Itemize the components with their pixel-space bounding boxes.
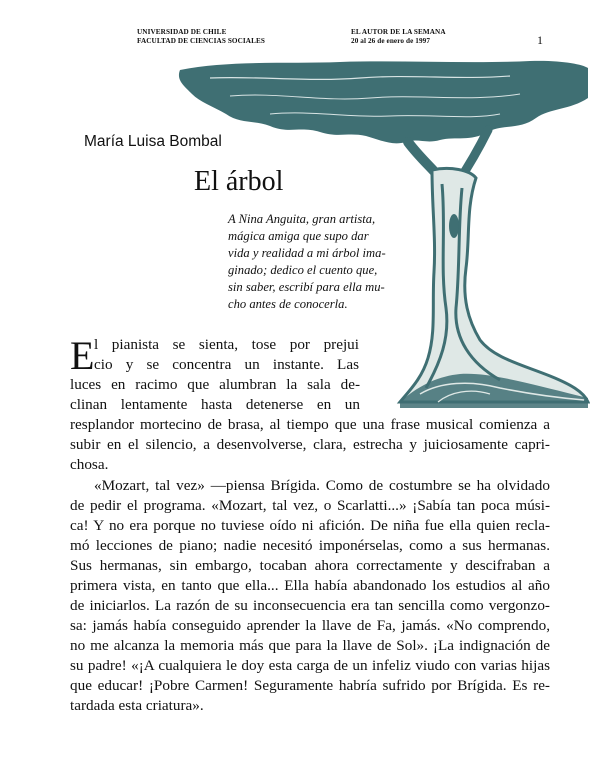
dedication [228, 211, 398, 313]
text-line: ca! Y no era porque no tuviese oído ni afición. De niña fue ella quien recla- [70, 517, 550, 534]
header-institution [137, 28, 265, 46]
text-line: cio y se concentra un instante. Las [94, 356, 359, 373]
story-title: El árbol [194, 166, 284, 197]
dedication-line: vida y realidad a mi árbol ima- [228, 246, 386, 260]
text-line: luces en racimo que alumbran la sala de- [70, 376, 360, 393]
author-name: María Luisa Bombal [84, 133, 222, 150]
text-line: subir en el silencio, a desenvolverse, clara, estrecha y juiciosamente capri- [70, 436, 550, 453]
text-line: Sus hermanas, sin embargo, tocaban ahora correctamente y descifraban a [70, 557, 550, 574]
text-line: que educar! ¡Pobre Carmen! Seguramente habría sufrido por Brígida. Es re- [70, 677, 550, 694]
header-date: 20 al 26 de enero de 1997 [351, 37, 431, 45]
header-university: UNIVERSIDAD DE CHILE [137, 28, 227, 36]
text-line: su padre! «¡A cualquiera le doy esta carga de un infeliz viudo con varias hijas [70, 657, 550, 674]
text-line: primera vista, en tanto que ella... Ella había abandonado los estudios al año [70, 577, 550, 594]
text-line: l pianista se sienta, tose por prejui [94, 336, 359, 353]
header-series-title: EL AUTOR DE LA SEMANA [351, 28, 446, 36]
paragraph-1 [70, 335, 550, 475]
text-line: de iniciarlos. La razón de su inconsecuencia era tan sencilla como vergonzo- [70, 597, 550, 614]
text-line: sa: jamás había conseguido aprender la llave de Fa, jamás. «No comprendo, [70, 617, 550, 634]
text-line: chosa. [70, 456, 109, 473]
dedication-line: mágica amiga que supo dar [228, 229, 369, 243]
dedication-line: sin saber, escribí para ella mu- [228, 280, 385, 294]
text-line: no me alcanza la memoria más que para la llave de Sol». ¡La indignación de [70, 637, 550, 654]
page-number: 1 [537, 33, 543, 47]
text-line: de pedir el programa. «Mozart, tal vez, o Scarlatti...» ¡Sabía tan poca músi- [70, 497, 550, 514]
paragraph-2 [70, 476, 550, 716]
header-faculty: FACULTAD DE CIENCIAS SOCIALES [137, 37, 265, 45]
text-line: mó lecciones de piano; nadie necesitó imponérselas, como a sus hermanas. [70, 537, 550, 554]
text-line: tardada esta criatura». [70, 697, 204, 714]
header-series [351, 28, 446, 46]
text-line: clinan lentamente hasta detenerse en un [70, 396, 360, 413]
story-body [70, 335, 550, 716]
text-line: «Mozart, tal vez» —piensa Brígida. Como de costumbre se ha olvidado [94, 477, 550, 494]
text-line: resplandor mortecino de brasa, al tiempo que una frase musical comienza a [70, 416, 550, 433]
drop-cap: E [70, 333, 95, 378]
dedication-line: cho antes de conocerla. [228, 297, 348, 311]
dedication-line: A Nina Anguita, gran artista, [228, 212, 376, 226]
dedication-line: ginado; dedico el cuento que, [228, 263, 378, 277]
